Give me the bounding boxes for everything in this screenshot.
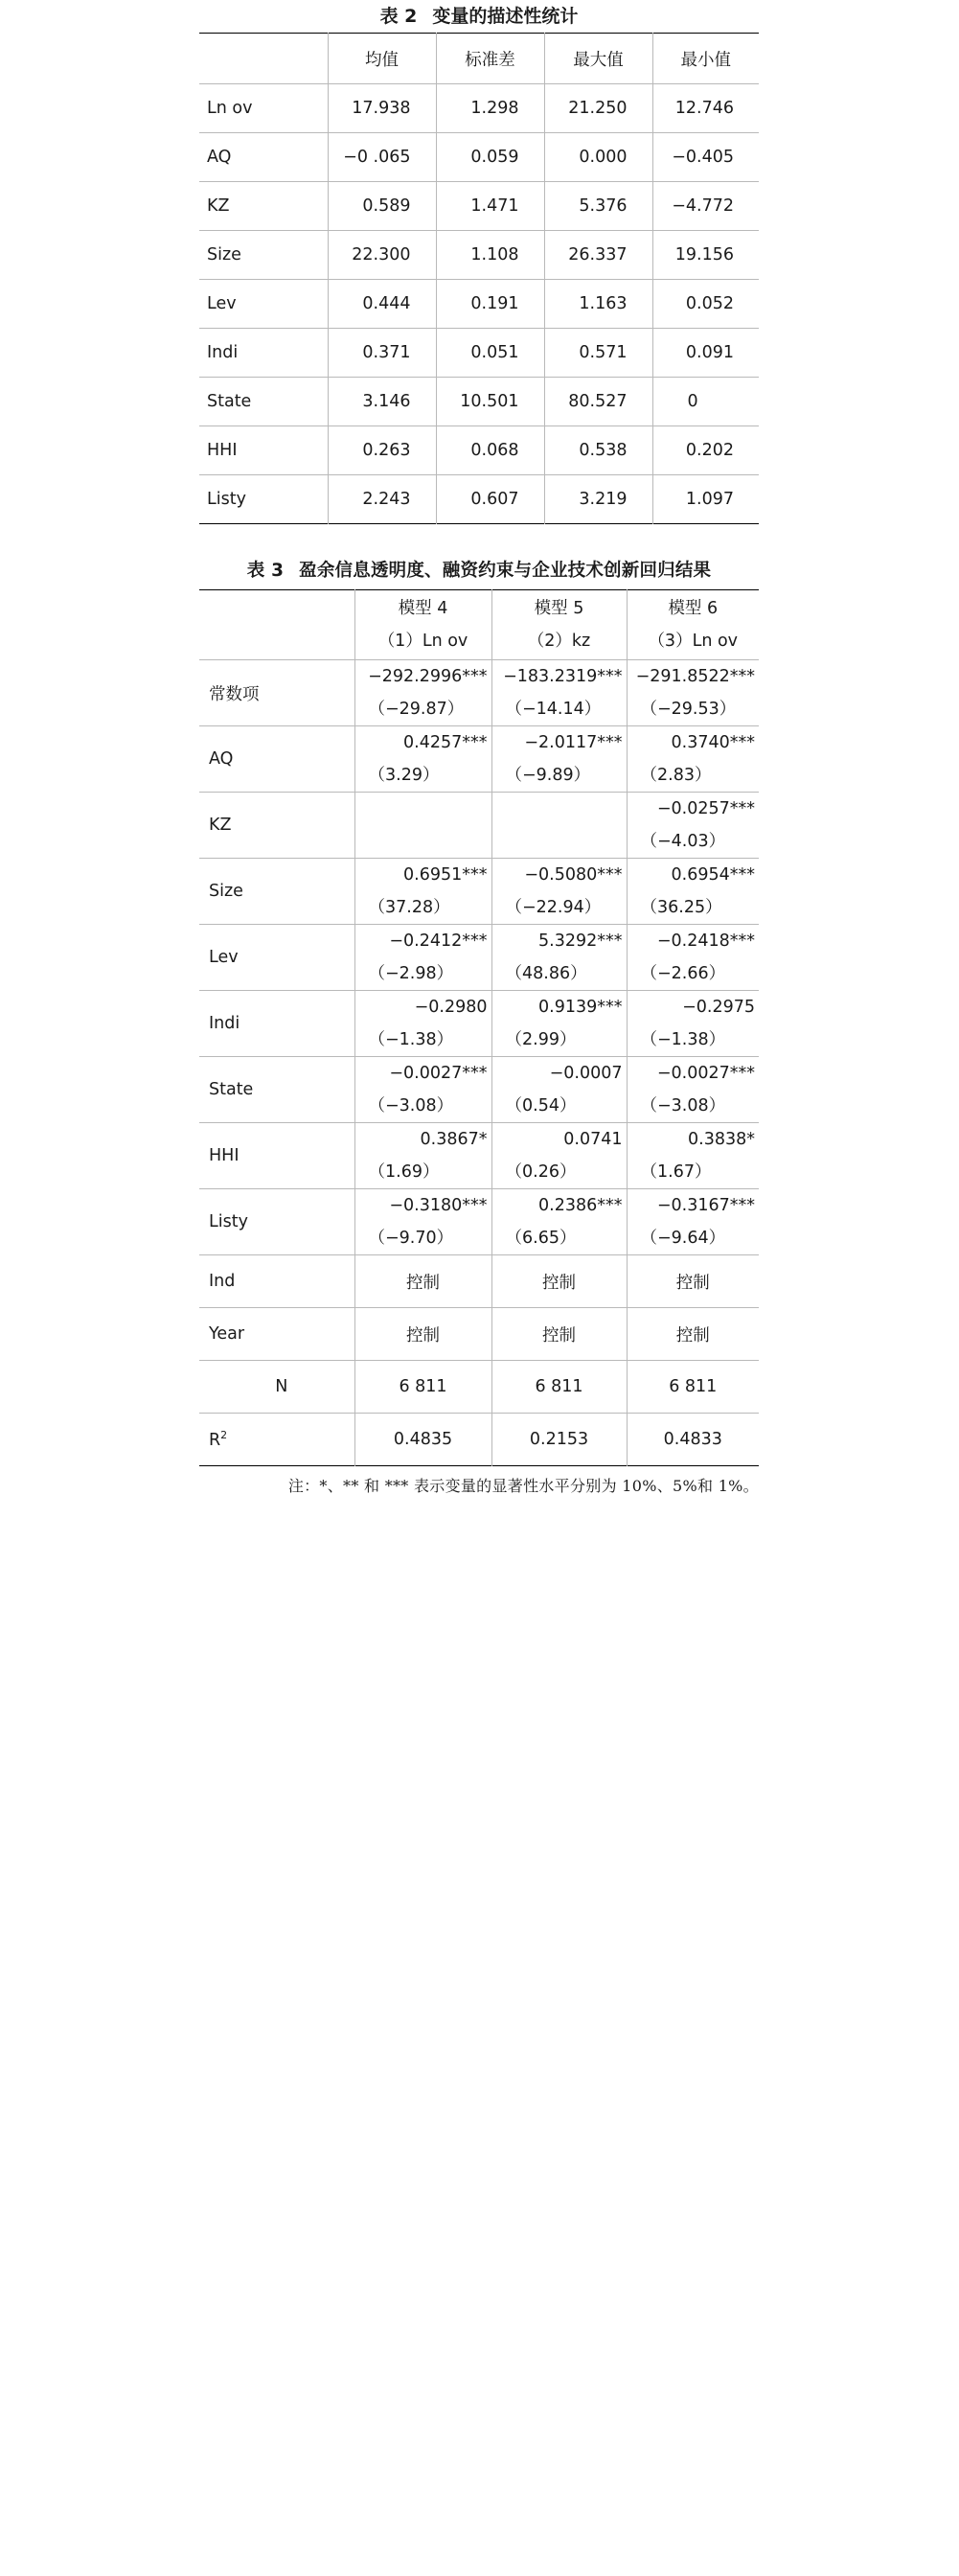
table2-value-cell: 22.300 [328, 231, 436, 280]
table2-variable-label: Lev [199, 280, 328, 329]
table2-value-cell: 21.250 [544, 84, 652, 133]
coefficient-value: −183.2319*** [503, 667, 623, 686]
table2-header-cell [199, 34, 328, 84]
table3-coefficient-cell [491, 660, 627, 726]
coefficient-value: 0.9139*** [538, 998, 623, 1017]
table3-coefficient-cell [354, 726, 491, 793]
coefficient-value: −0.0257*** [656, 799, 755, 818]
table2-value-cell: 5.376 [544, 182, 652, 231]
table2-value-cell: 0.051 [436, 329, 544, 378]
t-statistic: （1.69） [368, 1162, 440, 1182]
coefficient-value: 0.3867* [420, 1130, 488, 1149]
table3-variable-label: Year [199, 1308, 354, 1361]
table2-value-cell: 0 [652, 378, 759, 426]
table2-variable-label: HHI [199, 426, 328, 475]
table2-variable-label: Indi [199, 329, 328, 378]
table3-coefficient-cell [491, 793, 627, 859]
table3-coefficient-cell [627, 1057, 759, 1123]
coefficient-value: −291.8522*** [635, 667, 755, 686]
t-statistic: （−9.89） [505, 766, 591, 785]
table2-value-cell: −0.405 [652, 133, 759, 182]
table3-coefficient-cell [627, 1189, 759, 1255]
model-name: 模型 4 [398, 599, 448, 618]
table3-coefficient-cell [491, 726, 627, 793]
table2-row [199, 378, 759, 426]
t-statistic: （−3.08） [368, 1096, 454, 1116]
table2-value-cell: 0.191 [436, 280, 544, 329]
table2-variable-label: Size [199, 231, 328, 280]
table2-header-row [199, 34, 759, 84]
table3-coefficient-row [199, 991, 759, 1057]
table3-variable-label: Size [199, 859, 354, 925]
table2-variable-label: KZ [199, 182, 328, 231]
table3-coefficient-row [199, 859, 759, 925]
t-statistic: （0.26） [505, 1162, 577, 1182]
table2-value-cell: 80.527 [544, 378, 652, 426]
table2-value-cell: 0.538 [544, 426, 652, 475]
page [199, 0, 759, 1496]
table2-row [199, 329, 759, 378]
coefficient-value: −0.5080*** [524, 865, 623, 885]
table3-variable-label: Lev [199, 925, 354, 991]
t-statistic: （−1.38） [640, 1030, 726, 1049]
t-statistic: （−14.14） [505, 700, 602, 719]
table2-value-cell: 17.938 [328, 84, 436, 133]
table3-coefficient-cell [627, 925, 759, 991]
coefficient-value: −0.2412*** [389, 932, 488, 951]
coefficient-value: −0.2980 [414, 998, 488, 1017]
table2-value-cell: 1.298 [436, 84, 544, 133]
table3-variable-label: N [199, 1361, 354, 1414]
t-statistic: （−22.94） [505, 898, 602, 917]
table2-value-cell: 0.371 [328, 329, 436, 378]
table3-caption-title: 盈余信息透明度、融资约束与企业技术创新回归结果 [299, 561, 712, 581]
table3-model-header [354, 590, 491, 660]
t-statistic: （−1.38） [368, 1030, 454, 1049]
table3-variable-label: Listy [199, 1189, 354, 1255]
table3-coefficient-cell [627, 793, 759, 859]
table2-caption [199, 0, 759, 33]
table3-coefficient-cell [491, 859, 627, 925]
model-dependent-variable: （2）kz [527, 632, 591, 651]
t-statistic: （−9.70） [368, 1229, 454, 1248]
table3-r2-cell: 0.4833 [627, 1414, 759, 1466]
table3-n-cell: 6 811 [491, 1361, 627, 1414]
table3-coefficient-cell [491, 925, 627, 991]
t-statistic: （−2.98） [368, 964, 454, 983]
table2-row [199, 280, 759, 329]
table3-coefficient-cell [627, 726, 759, 793]
table3-coefficient-cell [627, 660, 759, 726]
table3-variable-label: Indi [199, 991, 354, 1057]
table3-coefficient-row [199, 1057, 759, 1123]
coefficient-value: 0.0741 [563, 1130, 623, 1149]
table3-coefficient-row [199, 660, 759, 726]
table2-value-cell: 19.156 [652, 231, 759, 280]
table3-control-cell: 控制 [491, 1308, 627, 1361]
coefficient-value: 0.6954*** [671, 865, 755, 885]
r2-label-base: R [209, 1430, 221, 1450]
table2-row [199, 182, 759, 231]
table3-coefficient-cell [354, 1123, 491, 1189]
table3-variable-label [199, 1414, 354, 1466]
table3-n-row [199, 1361, 759, 1414]
table2-value-cell: 1.471 [436, 182, 544, 231]
table2-value-cell: 3.146 [328, 378, 436, 426]
table2-header-cell: 均值 [328, 34, 436, 84]
coefficient-value: −0.2418*** [656, 932, 755, 951]
table3-coefficient-row [199, 925, 759, 991]
table3-coefficient-cell [354, 1189, 491, 1255]
table2-value-cell: 0.059 [436, 133, 544, 182]
model-name: 模型 6 [668, 599, 719, 618]
table2-row [199, 231, 759, 280]
table3-model-header [491, 590, 627, 660]
r2-label-superscript: 2 [220, 1429, 228, 1442]
coefficient-value: 5.3292*** [538, 932, 623, 951]
table3-coefficient-cell [627, 859, 759, 925]
table2-variable-label: AQ [199, 133, 328, 182]
table3-coefficient-row [199, 793, 759, 859]
table3-coefficient-cell [354, 859, 491, 925]
coefficient-value: −2.0117*** [524, 733, 623, 752]
table2-variable-label: State [199, 378, 328, 426]
t-statistic: （2.99） [505, 1030, 577, 1049]
table3-coefficient-row [199, 726, 759, 793]
table2-value-cell: 10.501 [436, 378, 544, 426]
t-statistic: （3.29） [368, 766, 440, 785]
coefficient-value: −0.3180*** [389, 1196, 488, 1215]
table3-variable-label: Ind [199, 1255, 354, 1308]
t-statistic: （48.86） [505, 964, 587, 983]
t-statistic: （−29.53） [640, 700, 737, 719]
t-statistic: （−2.66） [640, 964, 726, 983]
model-dependent-variable: （1）Ln ov [377, 632, 468, 651]
table3-coefficient-cell [354, 925, 491, 991]
table2-variable-label: Listy [199, 475, 328, 524]
coefficient-value: −0.0027*** [656, 1064, 755, 1083]
table2-value-cell: 0.068 [436, 426, 544, 475]
table3-coefficient-cell [627, 991, 759, 1057]
table3-variable-label: AQ [199, 726, 354, 793]
t-statistic: （−29.87） [368, 700, 465, 719]
table2-value-cell: 3.219 [544, 475, 652, 524]
table2-value-cell: 0.052 [652, 280, 759, 329]
table2-header-cell: 标准差 [436, 34, 544, 84]
table3-coefficient-cell [354, 991, 491, 1057]
t-statistic: （1.67） [640, 1162, 712, 1182]
table3-coefficient-cell [491, 1189, 627, 1255]
coefficient-value: −292.2996*** [368, 667, 488, 686]
table3-header-blank [199, 590, 354, 660]
t-statistic: （2.83） [640, 766, 712, 785]
table3-control-cell: 控制 [627, 1255, 759, 1308]
coefficient-value: 0.3838* [688, 1130, 755, 1149]
coefficient-value: 0.3740*** [671, 733, 755, 752]
table2-value-cell: −0 .065 [328, 133, 436, 182]
table-footnote: 注：*、** 和 *** 表示变量的显著性水平分别为 10%、5%和 1%。 [287, 1477, 759, 1495]
table2-value-cell: −4.772 [652, 182, 759, 231]
descriptive-stats-table [199, 33, 759, 524]
table3-coefficient-cell [354, 1057, 491, 1123]
table3-variable-label: KZ [199, 793, 354, 859]
coefficient-value: 0.2386*** [538, 1196, 623, 1215]
table3-coefficient-cell [354, 660, 491, 726]
table3-n-cell: 6 811 [627, 1361, 759, 1414]
table3-variable-label: 常数项 [199, 660, 354, 726]
table2-caption-number: 表 2 [379, 6, 418, 27]
table3-control-row [199, 1255, 759, 1308]
coefficient-value: −0.0007 [549, 1064, 623, 1083]
table3-control-row [199, 1308, 759, 1361]
table3-coefficient-cell [627, 1123, 759, 1189]
table3-coefficient-cell [491, 1057, 627, 1123]
table3-control-cell: 控制 [354, 1308, 491, 1361]
coefficient-value: 0.6951*** [403, 865, 488, 885]
table2-row [199, 426, 759, 475]
table3-header-row [199, 590, 759, 660]
coefficient-value: −0.3167*** [656, 1196, 755, 1215]
t-statistic: （−3.08） [640, 1096, 726, 1116]
table2-value-cell: 0.589 [328, 182, 436, 231]
table2-value-cell: 0.571 [544, 329, 652, 378]
table3-model-header [627, 590, 759, 660]
table2-value-cell: 0.202 [652, 426, 759, 475]
table2-value-cell: 1.097 [652, 475, 759, 524]
table3-variable-label: HHI [199, 1123, 354, 1189]
table2-header-cell: 最大值 [544, 34, 652, 84]
t-statistic: （6.65） [505, 1229, 577, 1248]
table3-caption [199, 553, 759, 589]
table3-r2-cell: 0.4835 [354, 1414, 491, 1466]
table2-row [199, 133, 759, 182]
table3-coefficient-cell [354, 793, 491, 859]
table3-coefficient-cell [491, 1123, 627, 1189]
table2-value-cell: 0.607 [436, 475, 544, 524]
table2-row [199, 84, 759, 133]
t-statistic: （36.25） [640, 898, 722, 917]
table3-control-cell: 控制 [627, 1308, 759, 1361]
table2-value-cell: 2.243 [328, 475, 436, 524]
coefficient-value: 0.4257*** [403, 733, 488, 752]
table2-value-cell: 1.163 [544, 280, 652, 329]
table3-n-cell: 6 811 [354, 1361, 491, 1414]
table2-value-cell: 12.746 [652, 84, 759, 133]
table3-control-cell: 控制 [491, 1255, 627, 1308]
table2-value-cell: 0.091 [652, 329, 759, 378]
t-statistic: （−9.64） [640, 1229, 726, 1248]
table2-variable-label: Ln ov [199, 84, 328, 133]
table3-coefficient-cell [491, 991, 627, 1057]
table2-value-cell: 0.444 [328, 280, 436, 329]
table2-value-cell: 0.000 [544, 133, 652, 182]
table3-coefficient-row [199, 1189, 759, 1255]
table3-variable-label: State [199, 1057, 354, 1123]
model-dependent-variable: （3）Ln ov [648, 632, 739, 651]
table3-coefficient-row [199, 1123, 759, 1189]
table2-caption-title: 变量的描述性统计 [432, 6, 579, 27]
table2-row [199, 475, 759, 524]
table2-value-cell: 1.108 [436, 231, 544, 280]
table2-value-cell: 0.263 [328, 426, 436, 475]
t-statistic: （−4.03） [640, 832, 726, 851]
table2-header-cell: 最小值 [652, 34, 759, 84]
coefficient-value: −0.0027*** [389, 1064, 488, 1083]
coefficient-value: −0.2975 [682, 998, 755, 1017]
table3-control-cell: 控制 [354, 1255, 491, 1308]
table3-r2-cell: 0.2153 [491, 1414, 627, 1466]
t-statistic: （0.54） [505, 1096, 577, 1116]
t-statistic: （37.28） [368, 898, 450, 917]
regression-results-table [199, 589, 759, 1466]
table2-value-cell: 26.337 [544, 231, 652, 280]
table3-r2-row [199, 1414, 759, 1466]
table3-caption-number: 表 3 [246, 561, 285, 581]
model-name: 模型 5 [534, 599, 584, 618]
